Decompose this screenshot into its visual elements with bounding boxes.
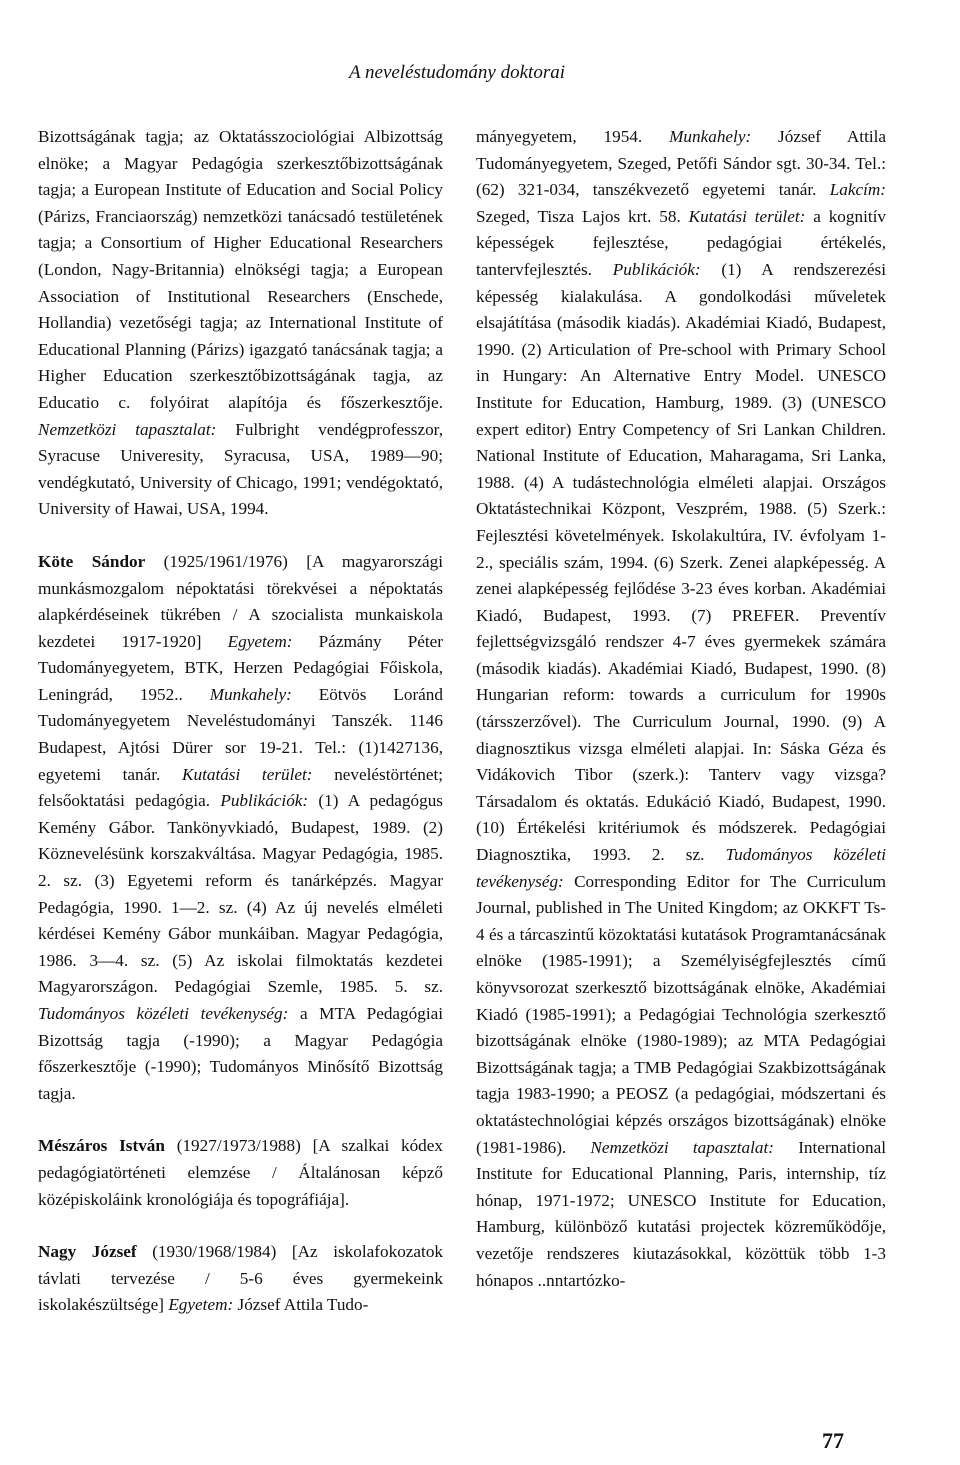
foreign-experience: Fulbright vendégprofesszor, Syracuse Univeresity, Syracusa, USA, 1989—90; vendégkutató, University of Chicago, 1991; vendégoktató, University of Hawai, USA, 1994.: [38, 419, 443, 519]
running-head: A neveléstudomány doktorai: [349, 62, 565, 83]
research-area: neveléstörténet; felsőoktatási pedagógia.: [38, 764, 443, 811]
entry-nagy-jozsef: [38, 1239, 443, 1319]
person-name: Nagy József: [38, 1242, 137, 1262]
entry-meszaros-istvan: [38, 1133, 443, 1213]
field-label-public-activity: Tudományos közéleti tevékenység:: [38, 1004, 289, 1023]
right-column: [476, 124, 886, 1294]
field-label-workplace: Munkahely:: [669, 127, 752, 146]
field-label-university: Egyetem:: [168, 1295, 234, 1315]
university: Pázmány Péter Tudományegyetem, BTK, Herzen Pedagógiai Főiskola, Leningrád, 1952..: [38, 631, 444, 704]
publications: (1) A pedagógus Kemény Gábor. Tankönyvkiadó, Budapest, 1989. (2) Köznevelésünk korszakváltása. Magyar Pedagógia, 1985. 2. sz. (3) Egyetemi reform és tanárképzés. Magyar Pedagógia, 1990. 1—2. sz. (4) Az új nevelés elméleti kérdései Kemény Gábor munkáiban. Magyar Pedagógia, 1986. 3—4. sz. (5) Az iskolai filmoktatás kezdetei Magyarországon. Pedagógiai Szemle, 1985. 5. sz.: [38, 791, 443, 997]
field-label-address: Lakcím:: [829, 180, 887, 200]
field-label-publications: Publikációk:: [220, 791, 309, 811]
page-number: 77: [822, 1428, 844, 1453]
public-activity: a MTA Pedagógiai Bizottság tagja (-1990); a Magyar Pedagógia főszerkesztője (-1990); Tudományos Minősítő Bizottság tagja.: [38, 1004, 444, 1103]
workplace: Eötvös Loránd Tudományegyetem Neveléstudományi Tanszék. 1146 Budapest, Ajtósi Dürer sor 19-21. Tel.: (1)1427136, egyetemi tanár.: [38, 684, 443, 784]
field-label-research: Kutatási terület:: [688, 206, 806, 226]
person-name: Mészáros István: [38, 1136, 165, 1156]
dissertation-info: (1927/1973/1988) [A szalkai kódex pedagógiatörténeti elemzése / Általánosan képző középiskoláink kronológiája és topográfiája].: [38, 1136, 443, 1209]
field-label-workplace: Munkahely:: [209, 684, 292, 704]
person-name: Köte Sándor: [38, 551, 146, 571]
public-activity: Corresponding Editor for The Curriculum Journal, published in The United Kingdom; az OKKFT Ts-4 és a tárcaszintű közoktatási kutatások Programtanácsának elnöke (1985-1991); a Személyiségfejlesztés című könyvsorozat szerkesztő bizottságának elnöke, Akadémiai Kiadó (1985-1991); a Pedagógiai Technológia szerkesztő bizottságának elnöke (1980-1989); az MTA Pedagógiai Bizottságának tagja; a TMB Pedagógiai Szakbizottságának tagja 1983-1990; a PEOSZ (a pedagógiai, módszertani és oktatástechnológiai képzés országos bizottságának) elnöke (1981-1986).: [476, 871, 886, 1157]
address: Szeged, Tisza Lajos krt. 58.: [476, 206, 681, 226]
dissertation-info: (1925/1961/1976) [A magyarországi munkásmozgalom népoktatási törekvései a népoktatás alapkérdéseinek tükrében / A szocialista munkaiskola kezdetei 1917-1920]: [38, 551, 444, 651]
research-area: a kognitív képességek fejlesztése, pedagógiai értékelés, tantervfejlesztés.: [476, 206, 887, 279]
entry-continued: [38, 124, 443, 523]
entry-nagy-jozsef-continued: [476, 124, 886, 1294]
entry-text: Bizottságának tagja; az Oktatásszociológiai Albizottság elnöke; a Magyar Pedagógia szerkesztőbizottságának tagja; a European Institute of Education and Social Policy (Párizs, Franciaország) nemzetközi tanácsadó testületének tagja; a Consortium of Higher Educational Researchers (London, Nagy-Britannia) elnökségi tagja; a European Association of Institutional Researchers (Enschede, Hollandia) vezetőségi tagja; az International Institute of Educational Planning (Párizs) igazgató tanácsának tagja; a Higher Education szerkesztőbizottságának tagja, az Educatio c. folyóirat alapítója és főszerkesztője.: [38, 127, 443, 412]
continuation: mányegyetem, 1954.: [476, 127, 643, 146]
university: József Attila Tudo-: [237, 1295, 369, 1315]
field-label-foreign-experience: Nemzetközi tapasztalat:: [38, 419, 217, 439]
field-label-university: Egyetem:: [227, 631, 293, 651]
field-label-publications: Publikációk:: [612, 259, 701, 279]
dissertation-info: (1930/1968/1984) [Az iskolafokozatok távlati tervezése / 5-6 éves gyermekeink iskolakészültsége]: [38, 1242, 444, 1315]
entry-kote-sandor: [38, 549, 443, 1107]
left-column: [38, 124, 443, 1345]
foreign-experience: International Institute for Educational Planning, Paris, internship, tíz hónap, 1971-1972; UNESCO Institute for Education, Hamburg, különböző kutatási projectek közreműködője, vezetője rendszeres kiutazásokkal, közöttük több 1-3 hónapos ..nntartózko-: [476, 1137, 886, 1290]
publications: (1) A rendszerezési képesség kialakulása. A gondolkodási műveletek elsajátítása (második kiadás). Akadémiai Kiadó, Budapest, 1990. (2) Articulation of Pre-school with Primary School in Hungary: An Alternative Entry Model. UNESCO Institute for Education, Hamburg, 1989. (3) (UNESCO expert editor) Entry Competency of Sri Lankan Children. National Institute of Education, Maharagama, Sri Lanka, 1988. (4) A tudástechnológia elméleti alapjai. Országos Oktatástechnikai Központ, Veszprém, 1988. (5) Szerk.: Fejlesztési követelmények. Iskolakultúra, IV. évfolyam 1-2., speciális szám, 1994. (6) Szerk. Zenei alapképesség. A zenei alapképesség fejlődése 3-23 éves korban. Akadémiai Kiadó, Budapest, 1993. (7) PREFER. Preventív fejlettségvizsgáló rendszer 4-7 éves gyermekek számára (második kiadás). Akadémiai Kiadó, Budapest, 1990. (8) Hungarian reform: towards a curriculum for 1990s (társszerzővel). The Curriculum Journal, 1990. (9) A diagnosztikus vizsga elméleti alapjai. In: Sáska Géza és Vidákovich Tibor (szerk.): Tanterv vagy vizsga? Társadalom és oktatás. Edukáció Kiadó, Budapest, 1990. (10) Értékelési kritériumok és módszerek. Pedagógiai Diagnosztika, 1993. 2. sz.: [476, 259, 887, 865]
workplace: József Attila Tudományegyetem, Szeged, Petőfi Sándor sgt. 30-34. Tel.: (62) 321-034, tanszékvezető egyetemi tanár.: [476, 127, 887, 200]
field-label-research: Kutatási terület:: [182, 764, 313, 784]
field-label-foreign-experience: Nemzetközi tapasztalat:: [590, 1137, 775, 1157]
field-label-public-activity: Tudományos közéleti tevékenység:: [476, 845, 886, 891]
